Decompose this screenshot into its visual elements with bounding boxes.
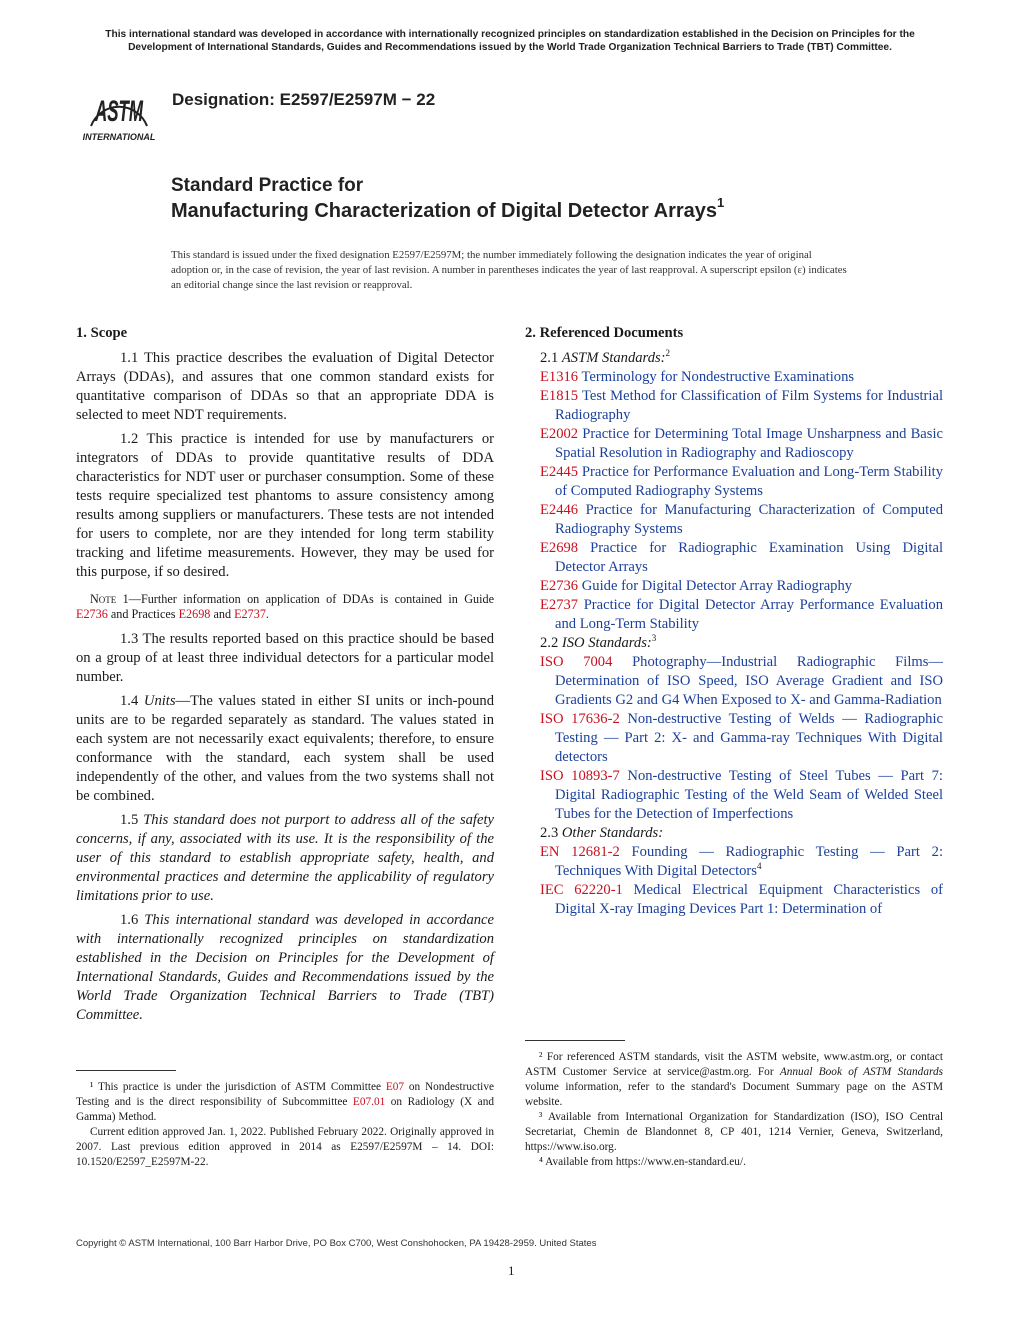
reference-item: [525, 387, 943, 425]
committee-link-e07[interactable]: E07: [385, 1081, 405, 1093]
reference-item: [525, 596, 943, 634]
reference-code-link[interactable]: E1815: [540, 388, 579, 404]
para-italic: This international standard was developed in accordance with internationally recognized principles on standardization established in the Decision on Principles for the Development of International Standards, Guides and Recommendations issued by the World Trade Organization Technical Barriers to Trade (TBT) Committee.: [76, 912, 495, 1023]
reference-item: [525, 767, 943, 824]
logo-letters: ASTM: [94, 95, 144, 128]
reference-code-link[interactable]: EN 12681-2: [540, 844, 620, 860]
footnotes-left: [76, 1080, 494, 1170]
title-line2: [171, 195, 725, 223]
para-1-5: [76, 811, 494, 906]
para-1-4: [76, 692, 494, 806]
title-text: Manufacturing Characterization of Digital Detector Arrays: [171, 200, 718, 222]
para-1-1: 1.1 This practice describes the evaluation of Digital Detector Arrays (DDAs), and assures that one common standard exists for quantitative comparison of DDAs so that an appropriate DDA is selected to meet NDT requirements.: [76, 350, 494, 423]
reference-title-link[interactable]: Practice for Radiographic Examination Using Digital Detector Arrays: [555, 540, 943, 575]
reference-title-link[interactable]: Test Method for Classification of Film Systems for Industrial Radiography: [555, 388, 943, 423]
reference-item: [525, 539, 943, 577]
reference-title-link[interactable]: Practice for Determining Total Image Unsharpness and Basic Spatial Resolution in Radiography and Radioscopy: [555, 426, 943, 461]
issued-statement: This standard is issued under the fixed designation E2597/E2597M; the number immediately following the designation indicates the year of original adoption or, in the case of revision, the year of last revision. A number in parentheses indicates the year of last reapproval. A superscript epsilon (ε) indicates an editorial change since the last revision or reapproval.: [171, 249, 847, 291]
reference-title-link[interactable]: Practice for Manufacturing Characterization of Computed Radiography Systems: [555, 502, 943, 537]
para-number: 1.4: [120, 693, 144, 709]
footnote-3: ³ Available from International Organization for Standardization (ISO), ISO Central Secretariat, Chemin de Blandonnet 8, CP 401, 1214 Vernier, Geneva, Switzerland, https://www.iso.org.: [525, 1111, 943, 1153]
reference-title-link[interactable]: Medical Electrical Equipment Characteristics of Digital X-ray Imaging Devices Part 1: Determination of: [555, 882, 943, 917]
reference-code-link[interactable]: ISO 17636-2: [540, 711, 620, 727]
iso-reference-list: [525, 653, 943, 824]
note-text: and: [210, 607, 235, 621]
reference-item: [525, 463, 943, 501]
fn-text: on Nondestructive Testing and is the direct responsibility of Subcommittee: [76, 1081, 494, 1108]
note-label: Note: [90, 592, 117, 606]
reference-code-link[interactable]: E2736: [540, 578, 579, 594]
para-number: 1.5: [120, 812, 144, 828]
reference-item: [525, 501, 943, 539]
footnote-1-edition: Current edition approved Jan. 1, 2022. Published February 2022. Originally approved in 2007. Last previous edition approved in 2014 as E2597/E2597M – 14. DOI: 10.1520/E2597_E2597M-22.: [76, 1126, 494, 1168]
reference-code-link[interactable]: E2737: [540, 597, 579, 613]
para-italic: Units: [143, 693, 176, 709]
scope-heading: 1. Scope: [76, 325, 128, 341]
refs-heading: 2. Referenced Documents: [525, 325, 684, 341]
subcommittee-link-e07-01[interactable]: E07.01: [352, 1096, 386, 1108]
reference-item: [525, 577, 943, 596]
footnote-4: ⁴ Available from https://www.en-standard.eu/.: [539, 1156, 746, 1168]
reference-title-link[interactable]: Non-destructive Testing of Welds — Radiographic Testing — Part 2: X- and Gamma-ray Techniques With Digital detectors: [555, 711, 943, 765]
sub-number: 2.1: [540, 350, 562, 366]
note-text: .: [265, 607, 269, 621]
sub-label: Other Standards:: [561, 825, 664, 841]
reference-code-link[interactable]: E2446: [540, 502, 579, 518]
fn-italic: Annual Book of ASTM Standards: [779, 1066, 943, 1078]
footnote-mark: 4: [756, 861, 762, 872]
reference-code-link[interactable]: E1316: [540, 369, 579, 385]
other-reference-list: [525, 843, 943, 919]
reference-item: [525, 425, 943, 463]
reference-code-link[interactable]: ISO 10893-7: [540, 768, 620, 784]
note-link-e2698[interactable]: E2698: [178, 607, 211, 621]
note-text: and Practices: [107, 607, 179, 621]
para-1-6: [76, 911, 494, 1025]
para-number: 1.6: [120, 912, 145, 928]
reference-title-link[interactable]: Founding — Radiographic Testing — Part 2: Techniques With Digital Detectors: [555, 844, 943, 879]
fn-text: volume information, refer to the standard's Document Summary page on the ASTM website.: [525, 1081, 943, 1108]
note-text: 1—Further information on application of DDAs is contained in Guide: [116, 592, 494, 606]
note-link-e2736[interactable]: E2736: [76, 607, 108, 621]
reference-item: [525, 881, 943, 919]
footnotes-right: [525, 1050, 943, 1170]
note-link-e2737[interactable]: E2737: [234, 607, 266, 621]
right-column: [525, 324, 943, 919]
reference-title-link[interactable]: Practice for Performance Evaluation and Long-Term Stability of Computed Radiography Systems: [555, 464, 943, 499]
astm-standards-label: [525, 349, 943, 368]
logo-label: INTERNATIONAL: [82, 132, 156, 142]
footnote-mark: 2: [665, 348, 671, 359]
designation: Designation: E2597/E2597M − 22: [172, 90, 436, 109]
reference-title-link[interactable]: Practice for Digital Detector Array Performance Evaluation and Long-Term Stability: [555, 597, 943, 632]
footnote-1: [76, 1080, 494, 1125]
para-1-3: 1.3 The results reported based on this practice should be based on a group of at least three individual detectors for a particular model number.: [76, 631, 494, 685]
title-line1: Standard Practice for: [171, 175, 364, 196]
other-standards-label: [525, 824, 943, 843]
reference-title-link[interactable]: Non-destructive Testing of Steel Tubes — Part 7: Digital Radiographic Testing of the Weld Seam of Welded Steel Tubes for the Detection of Imperfections: [555, 768, 943, 822]
reference-item: [525, 653, 943, 710]
para-1-2: 1.2 This practice is intended for use by manufacturers or integrators of DDAs to provide quantitative results of DDA characteristics for NDT user or purchaser consumption. Some of these tests require specialized test phantoms to assure consistency among results among suppliers or manufacturers. These tests are not intended for users to complete, nor are they intended for long term stability tracking and lifetime measurements. However, they may be used for this purpose, if so desired.: [76, 431, 494, 580]
top-notice: This international standard was developed in accordance with internationally recognized principles on standardization established in the Decision on Principles for the Development of International Standards, Guides and Recommendations issued by the World Trade Organization Technical Barriers to Trade (TBT) Committee.: [105, 29, 915, 53]
footnote-divider-left: [76, 1070, 176, 1071]
astm-reference-list: [525, 368, 943, 634]
reference-code-link[interactable]: E2445: [540, 464, 579, 480]
astm-logo: [77, 74, 161, 144]
reference-code-link[interactable]: ISO 7004: [540, 654, 613, 670]
sub-label: ASTM Standards:: [561, 350, 666, 366]
fn-text: ¹ This practice is under the jurisdiction of ASTM Committee: [90, 1081, 386, 1093]
para-text: —The values stated in either SI units or inch-pound units are to be regarded separately as standard. The values stated in each system are not necessarily exact equivalents; therefore, to ensure conformance with the standard, each system shall be used independently of the other, and values from the two systems shall not be combined.: [76, 693, 494, 804]
reference-item: [525, 843, 943, 881]
title-footnote-mark: 1: [717, 195, 725, 211]
reference-title-link[interactable]: Guide for Digital Detector Array Radiography: [578, 578, 853, 594]
sub-number: 2.2: [540, 635, 562, 651]
copyright: Copyright © ASTM International, 100 Barr Harbor Drive, PO Box C700, West Conshohocken, PA 19428-2959. United States: [76, 1238, 597, 1249]
left-column: [76, 324, 494, 1030]
reference-title-link[interactable]: Terminology for Nondestructive Examinations: [578, 369, 855, 385]
reference-code-link[interactable]: E2002: [540, 426, 579, 442]
note-1: [76, 592, 494, 622]
iso-standards-label: [525, 634, 943, 653]
page-number: 1: [508, 1263, 515, 1278]
reference-code-link[interactable]: E2698: [540, 540, 579, 556]
reference-item: [525, 368, 943, 387]
reference-code-link[interactable]: IEC 62220-1: [540, 882, 623, 898]
sub-label: ISO Standards:: [561, 635, 652, 651]
para-italic: This standard does not purport to address all of the safety concerns, if any, associated with its use. It is the responsibility of the user of this standard to establish appropriate safety, health, and environmental practices and determine the applicability of regulatory limitations prior to use.: [76, 812, 494, 904]
sub-number: 2.3: [540, 825, 562, 841]
fn-text: ² For referenced ASTM standards, visit the ASTM website, www.astm.org, or contact ASTM Customer Service at service@astm.org. For: [525, 1051, 943, 1078]
fn-text: on Radiology (X and Gamma) Method.: [76, 1096, 494, 1123]
footnote-divider-right: [525, 1040, 625, 1041]
reference-title-link[interactable]: Photography—Industrial Radiographic Films—Determination of ISO Speed, ISO Average Gradient and ISO Gradients G2 and G4 When Exposed to X- and Gamma-Radiation: [555, 654, 943, 708]
footnote-2: [525, 1050, 943, 1110]
footnote-mark: 3: [651, 633, 657, 644]
reference-item: [525, 710, 943, 767]
